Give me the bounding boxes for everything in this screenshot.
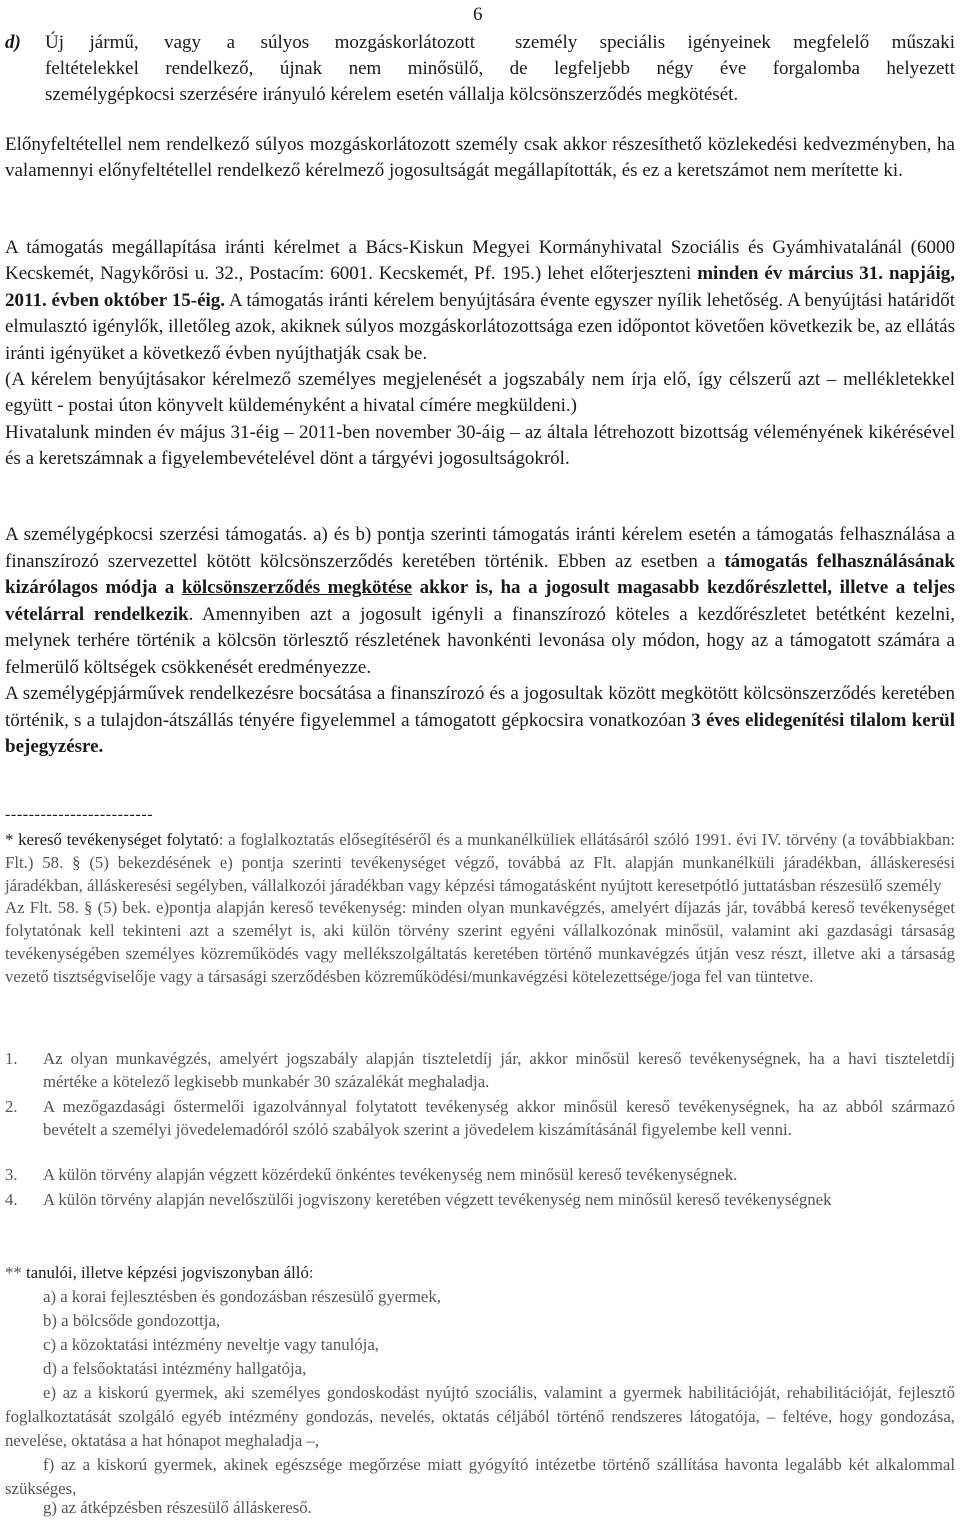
list-item-number: 1. [5, 1049, 18, 1068]
list-item-text: A mezőgazdasági őstermelői igazolvánnyal folytatott tevékenység akkor minősül kereső tevékenységnek, ha az abból származó bevételt a személyi jövedelemadóról szóló szabályok szerint a jövedelem kiszámításánál figyelembe kell venni. [43, 1097, 955, 1139]
footnote-kereso-item-4 [5, 1187, 955, 1212]
item-d-label: d) [5, 32, 21, 53]
list-item: c) a közoktatási intézmény neveltje vagy tanulója, [43, 1334, 379, 1354]
list-item-number: 4. [5, 1190, 18, 1209]
list-item-number: 2. [5, 1097, 18, 1116]
footnote-tanuloi-stars: ** [5, 1263, 22, 1282]
list-item-text: f) az a kiskorú gyermek, akinek egészsége megőrzése miatt gyógyító intézetbe történő szállítása havonta legalább két alkalommal szükséges, [5, 1455, 955, 1498]
footnote-kereso-star: * [5, 830, 14, 849]
list-item: b) a bölcsőde gondozottja, [43, 1310, 221, 1330]
footnote-kereso-text-2: Az Flt. 58. § (5) bek. e)pontja alapján kereső tevékenység: minden olyan munkavégzés, amelyért díjazás jár, továbbá kereső tevékenységet folytatónak kell tekinteni azt a személyt is, aki külön törvény szerint egyéni vállalkozónak minősül, valamint aki gazdasági társaság tevékenységében személyes közreműködés vagy mellékszolgáltatás keretében történő munkavégzés útján vesz részt, illetve aki a társaság vezető tisztségviselője vagy a társasági szerződésben közreműködési/munkavégzési kötelezettsége/joga fel van tüntetve. [5, 898, 955, 986]
paragraph-szerzesi-tamogatas [5, 522, 955, 761]
list-item-text: e) az a kiskorú gyermek, aki személyes gondoskodást nyújtó szociális, valamint a gyermek habilitációját, rehabilitációját, fejlesztő foglalkoztatását szolgáló egyéb intézmény gondozás, nevelés, oktatás céljából történő rendszeres látogatója, – feltéve, hogy gondozása, nevelése, oktatása a hat hónapot meghaladja –, [5, 1383, 955, 1450]
item-d [5, 30, 955, 108]
footnote-tanuloi [5, 1261, 955, 1284]
footnote-separator: ------------------------- [5, 806, 154, 823]
footnote-tanuloi-item-f [5, 1453, 955, 1501]
szerzesi-bold-2: akkor is, ha a jogosult magasabb kezdőrészlettel, illetve a teljes vételárral rendelkezik [5, 577, 955, 625]
item-d-line3: személygépkocsi szerzésére irányuló kérelem esetén vállalja kölcsönszerződés megkötését. [45, 84, 739, 105]
list-item: a) a korai fejlesztésben és gondozásban részesülő gyermek, [43, 1287, 441, 1306]
szerzesi-text-3: A személygépjárművek rendelkezésre bocsátása a finanszírozó és a jogosultak között megkötött kölcsönszerződés keretében történik, s a tulajdon-átszállás tényére figyelemmel a támogatott gépkocsira vonatkozóan [5, 683, 955, 731]
kerelem-text-1: A támogatás megállapítása iránti kérelmet a Bács-Kiskun Megyei Kormányhivatal Szociális és Gyámhivatalánál (6000 Kecskemét, Nagykőrösi u. 32., Postacím: 6001. Kecskemét, Pf. 195.) lehet előterjeszteni [5, 237, 955, 285]
footnote-tanuloi-colon: : [308, 1263, 314, 1282]
list-item-text: A külön törvény alapján végzett közérdekű önkéntes tevékenység nem minősül kereső tevékenységnek. [43, 1165, 738, 1184]
footnote-kereso-item-2 [5, 1095, 955, 1141]
page-number: 6 [473, 4, 483, 25]
footnote-kereso-item-1 [5, 1047, 955, 1093]
footnote-kereso [5, 829, 955, 989]
list-item-text: Az olyan munkavégzés, amelyért jogszabály alapján tiszteletdíj jár, akkor minősül kereső tevékenységnek, ha a havi tiszteletdíj mértéke a kötelező legkisebb munkabér 30 százalékát meghaladja. [43, 1049, 955, 1091]
paragraph-kerelem [5, 235, 955, 473]
szerzesi-bold-1: támogatás felhasználásának kizárólagos módja a [5, 550, 955, 598]
footnote-tanuloi-term: tanulói, illetve képzési jogviszonyban álló [25, 1263, 309, 1282]
paragraph-elonyfeltetel-text: Előnyfeltétellel nem rendelkező súlyos mozgáskorlátozott személy csak akkor részesíthető közlekedési kedvezményben, ha valamennyi előnyfeltétellel rendelkező kérelmező jogosultságát megállapították, és ez a keretszámot nem merítette ki. [5, 134, 955, 181]
list-item: d) a felsőoktatási intézmény hallgatója, [43, 1358, 307, 1378]
szerzesi-bold-3: 3 éves elidegenítési tilalom kerül bejegyzésre. [5, 709, 956, 757]
paragraph-elonyfeltetel [5, 132, 955, 184]
szerzesi-text-2: . Amennyiben azt a jogosult igényli a finanszírozó köteles a kezdőrészletet betétként kezelni, melynek terhére történik a kölcsön törlesztő részletének havonkénti levonása oly módon, hogy az a támogatott számára a felmerülő költségek csökkenését eredményezze. [5, 603, 955, 678]
kerelem-text-5: Hivatalunk minden év május 31-éig – 2011-ben november 30-áig – az általa létrehozott bizottság véleményének kikérésével és a keretszámnak a figyelembevételével dönt a tárgyévi jogosultságokról. [5, 421, 955, 470]
kerelem-text-4: (A kérelem benyújtásakor kérelmező személyes megjelenését a jogszabály nem írja elő, így célszerű azt – mellékletekkel együtt - postai úton könyvelt küldeményként a hivatal címére megküldeni.) [5, 369, 955, 417]
item-d-line2: feltételekkel rendelkező, újnak nem minősülő, de legfeljebb négy éve forgalomba helyezett [45, 58, 955, 79]
footnote-kereso-term: kereső tevékenységet folytató [18, 830, 219, 849]
kerelem-deadline: minden év március 31. napjáig, 2011. évben október 15-éig. [5, 263, 955, 311]
kerelem-text-3: A benyújtási határidőt elmulasztó igénylők, illetőleg azok, akiknek súlyos mozgáskorlátozottsága ezen időpontot követően következik be, az ellátás iránti igényüket a következő évben nyújthatják csak be. [5, 289, 955, 364]
szerzesi-text-1: A személygépkocsi szerzési támogatás. a) és b) pontja szerinti támogatás iránti kérelem esetén a támogatás felhasználása a finanszírozó szervezettel kötött kölcsönszerződés keretében történik. Ebben az esetben a [5, 524, 955, 572]
szerzesi-bold-underlined: kölcsönszerződés megkötése [181, 577, 413, 598]
kerelem-text-2: A támogatás iránti kérelem benyújtására évente egyszer nyílik lehetőség. [228, 289, 784, 311]
footnote-kereso-text-1: : a foglalkoztatás elősegítéséről és a munkanélküliek ellátásáról szóló 1991. évi IV. törvény (a továbbiakban: Flt.) 58. § (5) bekezdésének e) pontja szerinti tevékenységet végző, továbbá az Flt. alapján munkanélküli járadékban, álláskeresési járadékban, álláskeresési segélyben, vállalkozói járadékban vagy képzési támogatásként nyújtott keresetpótló juttatásban részesülő személy [5, 830, 955, 895]
list-item-number: 3. [5, 1165, 18, 1184]
footnote-tanuloi-item-g: g) az átképzésben részesülő álláskereső. [43, 1498, 312, 1517]
list-item-text: A külön törvény alapján nevelőszülői jogviszony keretében végzett tevékenység nem minősül kereső tevékenységnek [43, 1190, 832, 1209]
footnote-tanuloi-item-e [5, 1381, 955, 1453]
footnote-tanuloi-list [43, 1285, 955, 1381]
item-d-part2: személy speciális igényeinek megfelelő műszaki [515, 32, 955, 53]
footnote-kereso-item-3 [5, 1163, 955, 1186]
item-d-part1: Új jármű, vagy a súlyos mozgáskorlátozott [45, 32, 475, 53]
